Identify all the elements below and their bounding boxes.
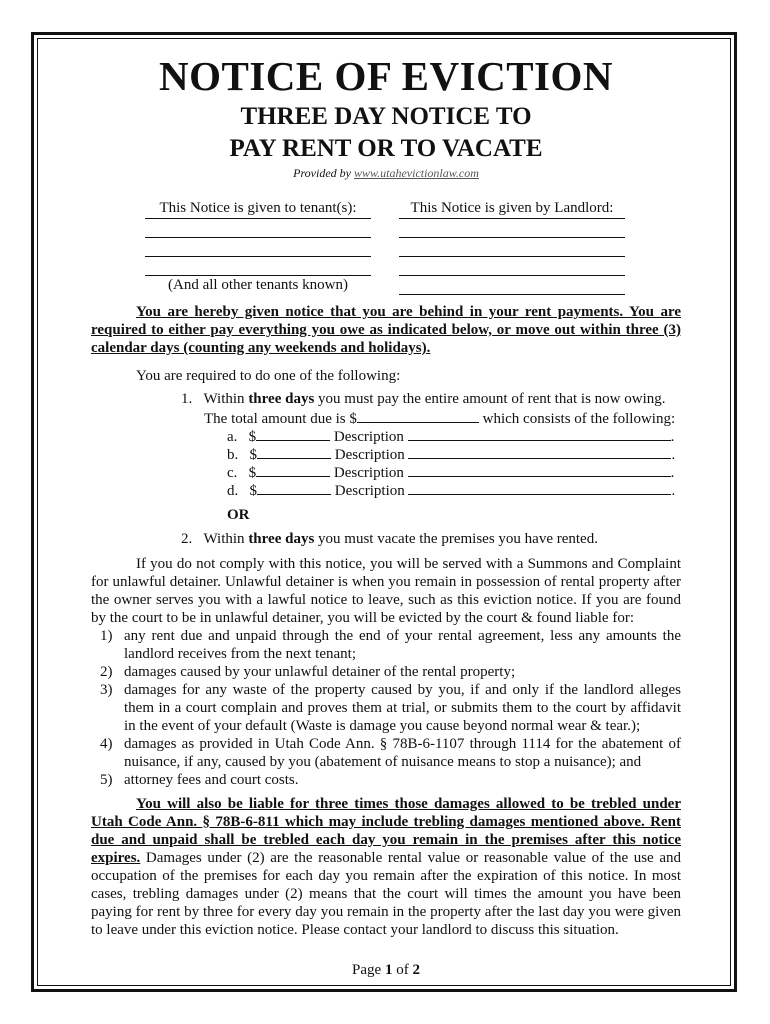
subtitle-line-1: THREE DAY NOTICE TO <box>240 103 532 130</box>
treble-paragraph <box>91 795 681 939</box>
list-text: damages caused by your unlawful detainer of the rental property; <box>124 664 516 680</box>
footer-page-number: 1 <box>384 962 393 978</box>
item-period: . <box>670 465 675 481</box>
list-item <box>91 771 681 789</box>
item-c <box>227 462 674 482</box>
liability-list <box>91 627 681 789</box>
list-item <box>91 663 681 681</box>
provider-link[interactable]: www.utahevictionlaw.com <box>354 166 479 180</box>
landlord-block <box>399 199 625 295</box>
list-number: 5) <box>100 772 113 788</box>
list-text: any rent due and unpaid through the end of your rental agreement, less any amounts the landlord receives from the next tenant; <box>124 628 681 662</box>
item-description-label: Description <box>334 483 405 499</box>
list-item <box>91 681 681 735</box>
tenant-block <box>145 199 371 295</box>
option-2-post: you must vacate the premises you have rented. <box>314 531 598 547</box>
option-2-number: 2. <box>181 531 193 547</box>
total-due-post: which consists of the following: <box>478 411 676 427</box>
list-number: 2) <box>100 664 113 680</box>
item-amount-blank[interactable] <box>257 480 331 495</box>
list-number: 4) <box>100 736 113 752</box>
landlord-line-3[interactable] <box>399 257 625 276</box>
tenant-line-3[interactable] <box>145 257 371 276</box>
list-item <box>91 627 681 663</box>
treble-rest-text: Damages under (2) are the reasonable rental value or reasonable value of the use and occupation of the premises for each day you remain after the expiration of this notice. In most cases, trebling damages under (2) means that the court will times the amount you have been paying for rent by three for every day you remain in the property after the last day you were given to leave under this eviction notice. Please contact your landlord to discuss this situation. <box>91 850 681 938</box>
total-due-pre: The total amount due is $ <box>204 411 357 427</box>
item-dollar: $ <box>248 465 257 481</box>
item-amount-blank[interactable] <box>257 444 331 459</box>
item-period: . <box>670 429 675 445</box>
option-2 <box>181 530 598 548</box>
item-amount-blank[interactable] <box>256 426 330 441</box>
item-description-blank[interactable] <box>408 480 671 495</box>
list-number: 1) <box>100 628 113 644</box>
item-description-label: Description <box>333 429 404 445</box>
list-number: 3) <box>100 682 113 698</box>
required-intro: You are required to do one of the following: <box>136 368 401 384</box>
list-text: attorney fees and court costs. <box>124 772 299 788</box>
item-dollar: $ <box>249 483 257 499</box>
page-footer <box>91 962 681 979</box>
footer-of-word: of <box>392 962 413 978</box>
item-letter: d. <box>227 483 239 499</box>
option-2-pre: Within <box>203 531 249 547</box>
item-letter: b. <box>227 447 239 463</box>
total-due-blank[interactable] <box>357 408 479 423</box>
landlord-line-2[interactable] <box>399 238 625 257</box>
tenant-label: This Notice is given to tenant(s): <box>145 199 371 219</box>
item-b <box>227 444 675 464</box>
footer-page-word: Page <box>352 962 385 978</box>
list-item <box>91 735 681 771</box>
subtitle-line-2: PAY RENT OR TO VACATE <box>229 135 543 162</box>
item-dollar: $ <box>249 447 257 463</box>
item-period: . <box>671 447 676 463</box>
item-letter: c. <box>227 465 238 481</box>
option-1-bold: three days <box>248 391 315 407</box>
total-due-line <box>204 408 675 428</box>
item-amount-blank[interactable] <box>256 462 330 477</box>
document-title: NOTICE OF EVICTION <box>159 53 613 99</box>
comply-paragraph: If you do not comply with this notice, you will be served with a Summons and Complaint for unlawful detainer. Unlawful detainer is when you remain in possession of rental property after the owner serves you with a lawful notice to leave, such as this eviction notice. If you are found by the court to be in unlawful detainer, you will be evicted by the court & found liable for: <box>91 556 681 626</box>
option-2-bold: three days <box>248 531 315 547</box>
tenant-line-1[interactable] <box>145 219 371 238</box>
provided-by <box>91 166 681 181</box>
landlord-line-1[interactable] <box>399 219 625 238</box>
item-period: . <box>671 483 676 499</box>
landlord-line-4[interactable] <box>399 276 625 295</box>
item-d <box>227 480 675 500</box>
list-text: damages for any waste of the property caused by you, if and only if the landlord alleges them in a court complain and proves them at trial, or submits them to the court by affidavit in the event of your default (Waste is damage you cause beyond normal wear & tear.); <box>124 682 681 734</box>
option-1 <box>181 390 666 408</box>
item-a <box>227 426 674 446</box>
option-1-pre: Within <box>203 391 249 407</box>
option-1-number: 1. <box>181 391 193 407</box>
option-1-post: you must pay the entire amount of rent that is now owing. <box>314 391 666 407</box>
treble-bold-text: You will also be liable for three times those damages allowed to be trebled under Utah Code Ann. § 78B-6-811 which may include trebling damages mentioned above. Rent due and unpaid shall be trebled each day you remain in the premises after this notice expires. <box>91 796 681 866</box>
item-dollar: $ <box>248 429 257 445</box>
item-description-label: Description <box>334 447 405 463</box>
tenant-footnote: (And all other tenants known) <box>168 277 348 293</box>
footer-page-total: 2 <box>412 962 420 978</box>
item-letter: a. <box>227 429 238 445</box>
notice-statement: You are hereby given notice that you are behind in your rent payments. You are required to either pay everything you owe as indicated below, or move out within three (3) calendar days (counting any weekends and holidays). <box>91 304 681 356</box>
provided-prefix: Provided by <box>293 166 354 180</box>
landlord-label: This Notice is given by Landlord: <box>399 199 625 219</box>
tenant-line-2[interactable] <box>145 238 371 257</box>
or-separator: OR <box>227 507 250 523</box>
item-description-blank[interactable] <box>408 426 671 441</box>
item-description-label: Description <box>333 465 404 481</box>
list-text: damages as provided in Utah Code Ann. § 78B-6-1107 through 1114 for the abatement of nuisance, if any, caused by you (abatement of nuisance means to stop a nuisance); and <box>124 736 681 770</box>
item-description-blank[interactable] <box>408 462 671 477</box>
item-description-blank[interactable] <box>408 444 671 459</box>
